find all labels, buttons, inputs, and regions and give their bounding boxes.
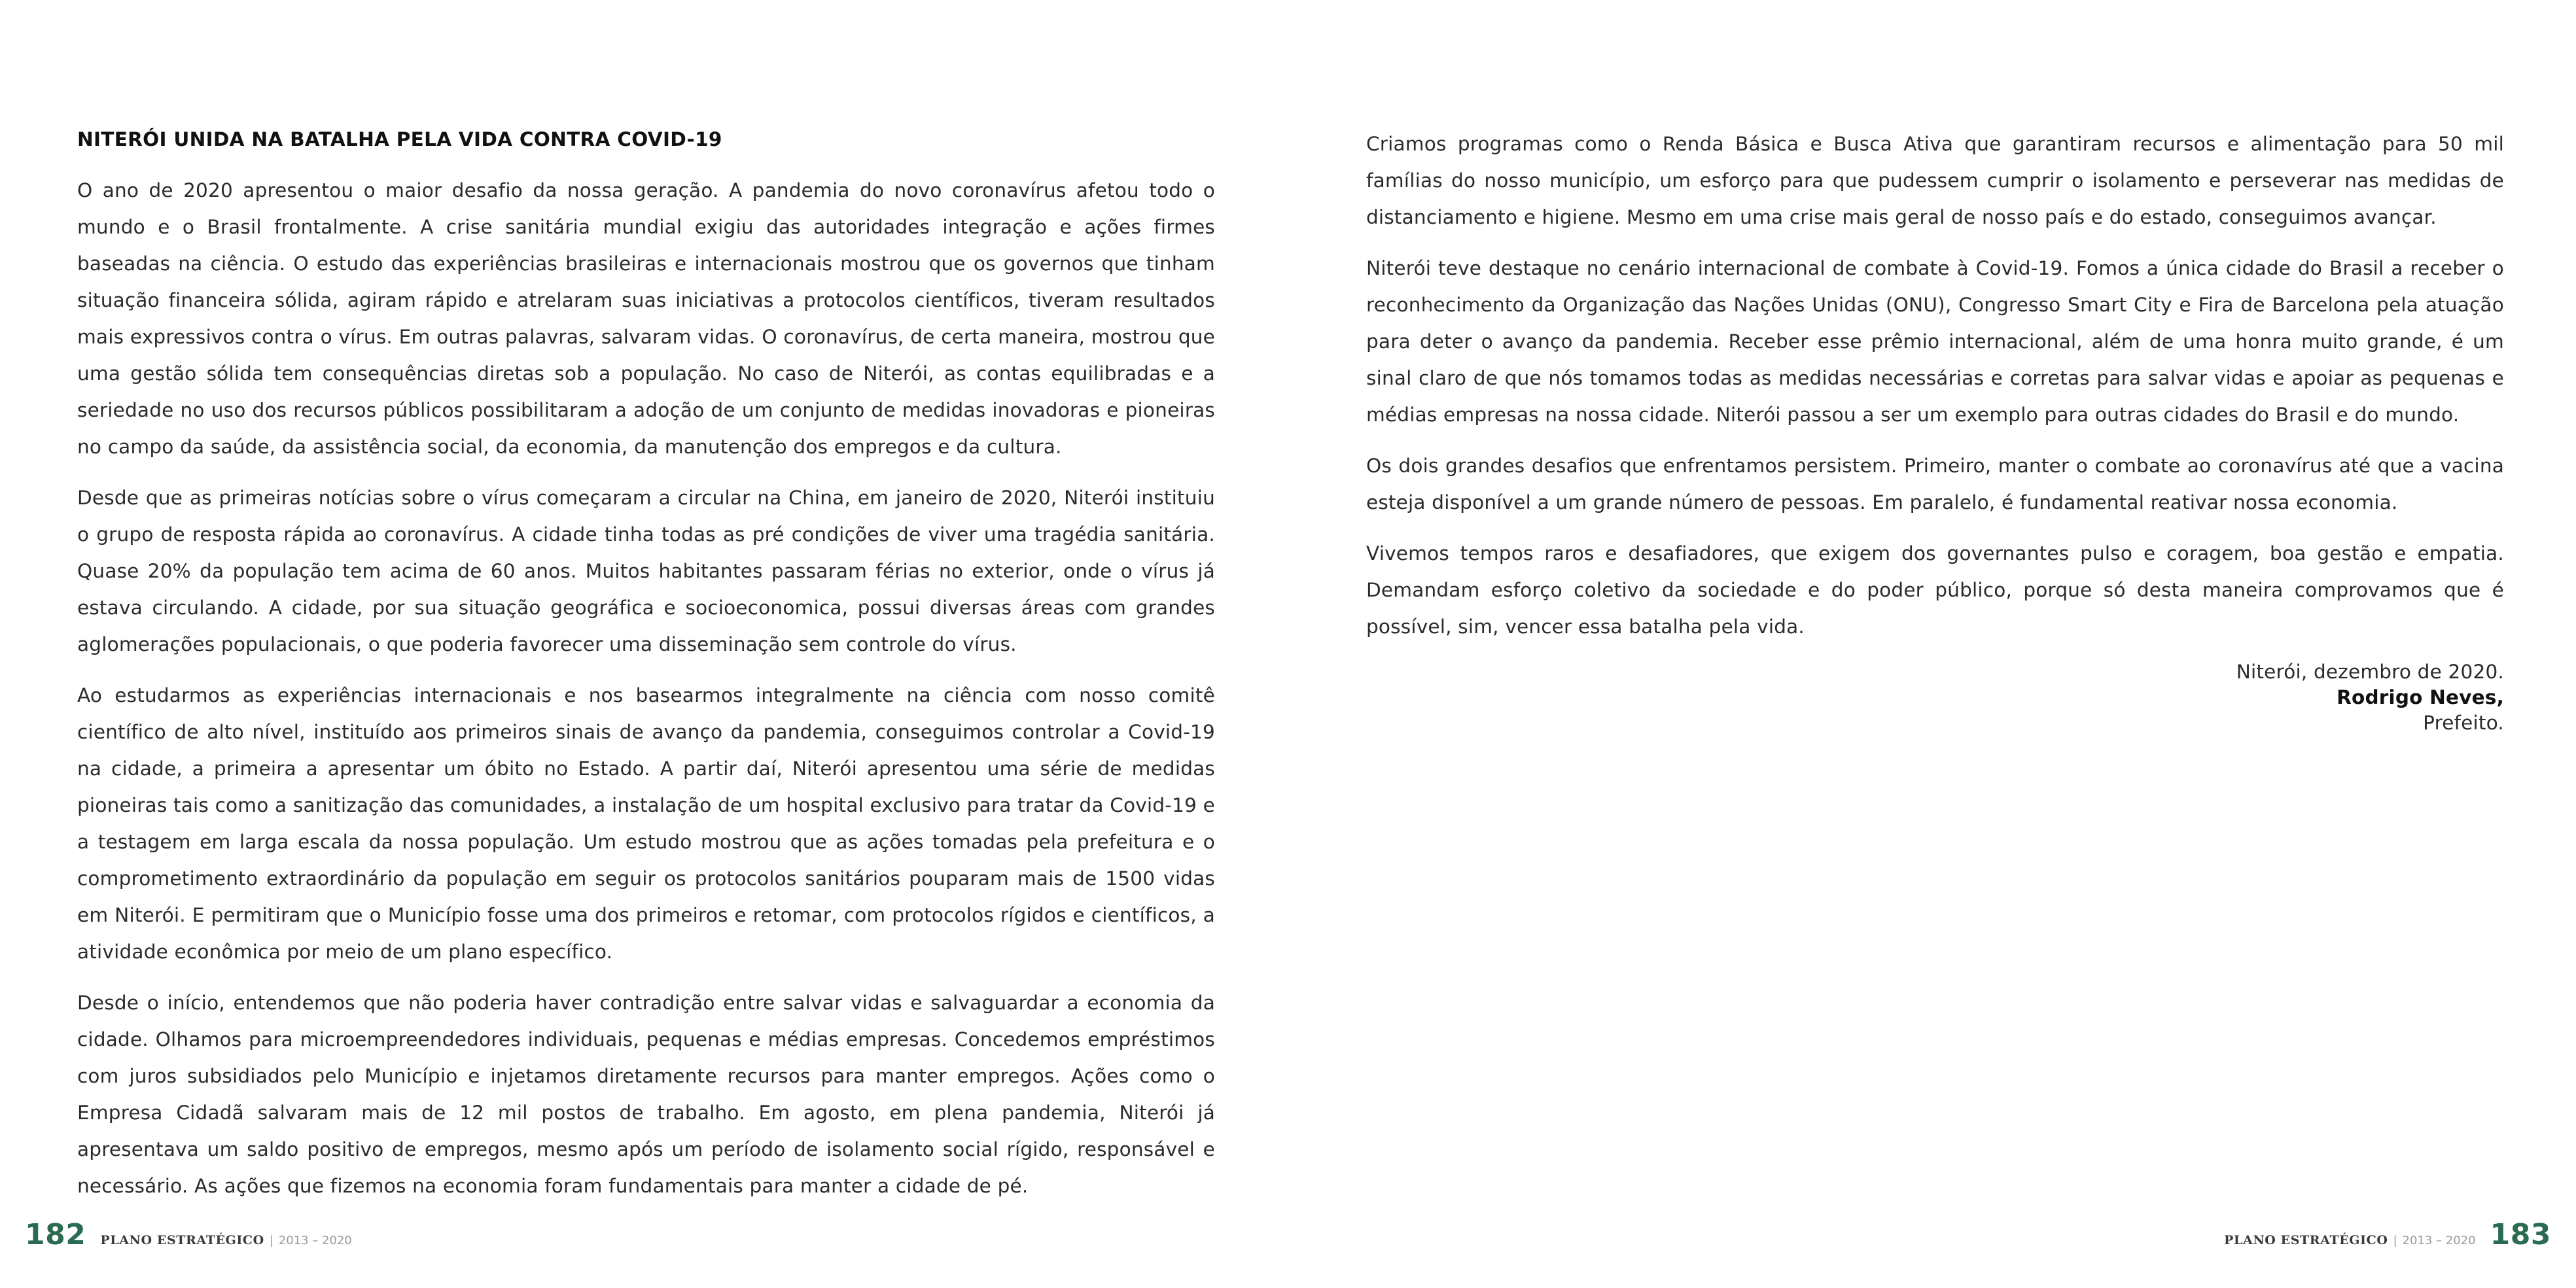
left-page-footer [25,1218,352,1257]
paragraph: Ao estudarmos as experiências internacionais e nos basearmos integralmente na ciência com nosso comitê científico de alto nível, instituído aos primeiros sinais de avanço da pandemia, conseguimos controlar a Covid-19 na cidade, a primeira a apresentar um óbito no Estado. A partir daí, Niterói apresentou uma série de medidas pioneiras tais como a sanitização das comunidades, a instalação de um hospital exclusivo para tratar da Covid-19 e a testagem em larga escala da nossa população. Um estudo mostrou que as ações tomadas pela prefeitura e o comprometimento extraordinário da população em seguir os protocolos sanitários pouparam mais de 1500 vidas em Niterói. E permitiram que o Município fosse uma dos primeiros e retomar, com protocolos rígidos e científicos, a atividade econômica por meio de um plano específico. [77,684,1215,963]
signature-name: Rodrigo Neves, [2337,686,2504,708]
document-title: PLANO ESTRATÉGICO [2224,1233,2388,1247]
paragraph: Criamos programas como o Renda Básica e Busca Ativa que garantiram recursos e alimentação para 50 mil famílias do nosso município, um esforço para que pudessem cumprir o isolamento e perseverar nas medidas de distanciamento e higiene. Mesmo em uma crise mais geral de nosso país e do estado, conseguimos avançar. [1366,133,2504,228]
page-number: 182 [25,1218,86,1251]
signature-role: Prefeito. [2423,712,2504,734]
left-page-content [77,121,1215,1219]
right-page-footer [2224,1218,2551,1257]
signature-place-date: Niterói, dezembro de 2020. [2236,661,2504,683]
footer-separator: | [269,1234,273,1247]
paragraph: Vivemos tempos raros e desafiadores, que exigem dos governantes pulso e coragem, boa gestão e empatia. Demandam esforço coletivo da sociedade e do poder público, porque só desta maneira comprovamos que é possível, sim, vencer essa batalha pela vida. [1366,542,2504,638]
document-years: 2013 – 2020 [2402,1234,2476,1247]
page-number: 183 [2490,1218,2551,1251]
paragraph: Os dois grandes desafios que enfrentamos persistem. Primeiro, manter o combate ao coronavírus até que a vacina esteja disponível a um grande número de pessoas. Em paralelo, é fundamental reativar nossa economia. [1366,455,2504,513]
paragraph: Desde o início, entendemos que não poderia haver contradição entre salvar vidas e salvaguardar a economia da cidade. Olhamos para microempreendedores individuais, pequenas e médias empresas. Concedemos empréstimos com juros subsidiados pelo Município e injetamos diretamente recursos para manter empregos. Ações como o Empresa Cidadã salvaram mais de 12 mil postos de trabalho. Em agosto, em plena pandemia, Niterói já apresentava um saldo positivo de empregos, mesmo após um período de isolamento social rígido, responsável e necessário. As ações que fizemos na economia foram fundamentais para manter a cidade de pé. [77,992,1215,1197]
paragraph: O ano de 2020 apresentou o maior desafio da nossa geração. A pandemia do novo coronavírus afetou todo o mundo e o Brasil frontalmente. A crise sanitária mundial exigiu das autoridades integração e ações firmes baseadas na ciência. O estudo das experiências brasileiras e internacionais mostrou que os governos que tinham situação financeira sólida, agiram rápido e atrelaram suas iniciativas a protocolos científicos, tiveram resultados mais expressivos contra o vírus. Em outras palavras, salvaram vidas. O coronavírus, de certa maneira, mostrou que uma gestão sólida tem consequências diretas sob a população. No caso de Niterói, as contas equilibradas e a seriedade no uso dos recursos públicos possibilitaram a adoção de um conjunto de medidas inovadoras e pioneiras no campo da saúde, da assistência social, da economia, da manutenção dos empregos e da cultura. [77,179,1215,458]
document-title: PLANO ESTRATÉGICO [100,1233,264,1247]
paragraph: Niterói teve destaque no cenário internacional de combate à Covid-19. Fomos a única cidade do Brasil a receber o reconhecimento da Organização das Nações Unidas (ONU), Congresso Smart City e Fira de Barcelona pela atuação para deter o avanço da pandemia. Receber esse prêmio internacional, além de uma honra muito grande, é um sinal claro de que nós tomamos todas as medidas necessárias e corretas para salvar vidas e apoiar as pequenas e médias empresas na nossa cidade. Niterói passou a ser um exemplo para outras cidades do Brasil e do mundo. [1366,257,2504,426]
document-years: 2013 – 2020 [278,1234,352,1247]
footer-separator: | [2393,1234,2397,1247]
article-heading: NITERÓI UNIDA NA BATALHA PELA VIDA CONTRA COVID-19 [77,128,722,150]
right-page-content [1366,126,2504,736]
signature-block [1366,659,2504,736]
paragraph: Desde que as primeiras notícias sobre o vírus começaram a circular na China, em janeiro de 2020, Niterói instituiu o grupo de resposta rápida ao coronavírus. A cidade tinha todas as pré condições de viver uma tragédia sanitária. Quase 20% da população tem acima de 60 anos. Muitos habitantes passaram férias no exterior, onde o vírus já estava circulando. A cidade, por sua situação geográfica e socioeconomica, possui diversas áreas com grandes aglomerações populacionais, o que poderia favorecer uma disseminação sem controle do vírus. [77,487,1215,655]
